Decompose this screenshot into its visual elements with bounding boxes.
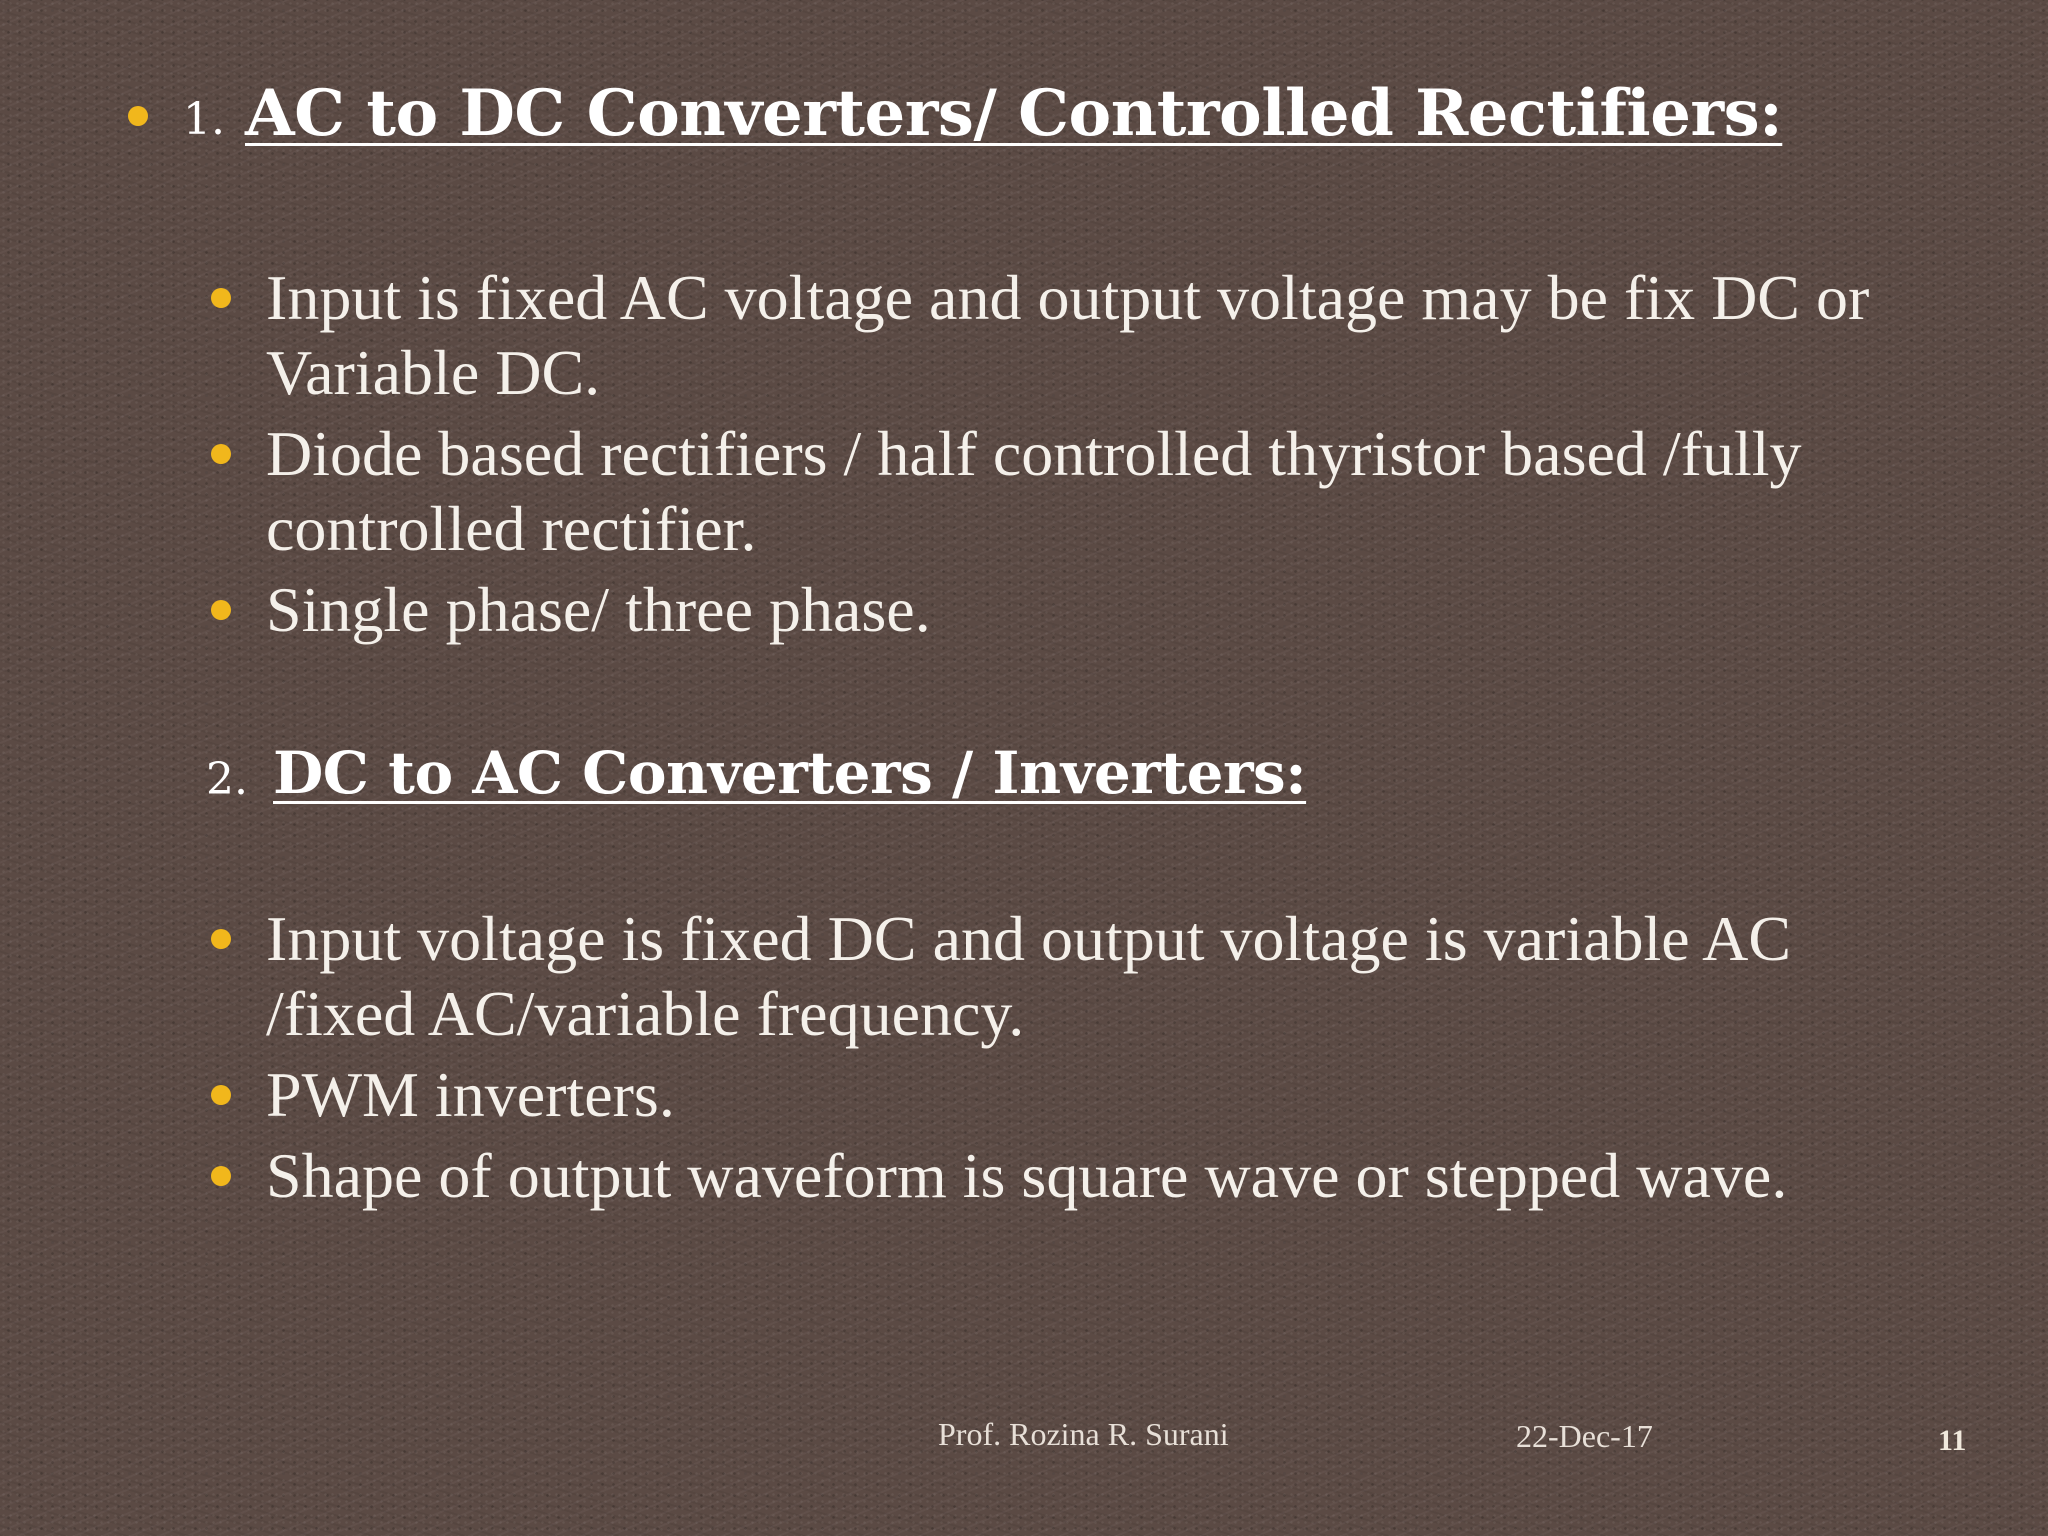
section2-number: 2. <box>206 754 248 805</box>
section2-item: Input voltage is fixed DC and output voltage is variable AC /fixed AC/variable frequency. <box>266 903 1792 1049</box>
section2-heading: DC to AC Converters / Inverters: <box>273 739 1307 807</box>
section2-item: PWM inverters. <box>266 1059 675 1130</box>
section1-item: Single phase/ three phase. <box>266 574 931 645</box>
bullet-dot-icon <box>211 929 231 949</box>
bullet-dot-icon <box>128 106 148 126</box>
section1-item: Diode based rectifiers / half controlled thyristor based /fully controlled rectifier. <box>266 418 1802 564</box>
section2-item: Shape of output waveform is square wave or stepped wave. <box>266 1140 1788 1211</box>
section1-heading: AC to DC Converters/ Controlled Rectifiers: <box>245 76 1783 151</box>
bullet-dot-icon <box>211 444 231 464</box>
footer-author: Prof. Rozina R. Surani <box>938 1416 1229 1452</box>
bullet-dot-icon <box>211 288 231 308</box>
section1-number: 1. <box>183 94 225 145</box>
page-number: 11 <box>1938 1424 1967 1457</box>
bullet-dot-icon <box>211 1085 231 1105</box>
bullet-dot-icon <box>211 600 231 620</box>
bullet-dot-icon <box>211 1166 231 1186</box>
footer-date: 22-Dec-17 <box>1516 1418 1653 1454</box>
section1-item: Input is fixed AC voltage and output voltage may be fix DC or Variable DC. <box>266 262 1870 408</box>
